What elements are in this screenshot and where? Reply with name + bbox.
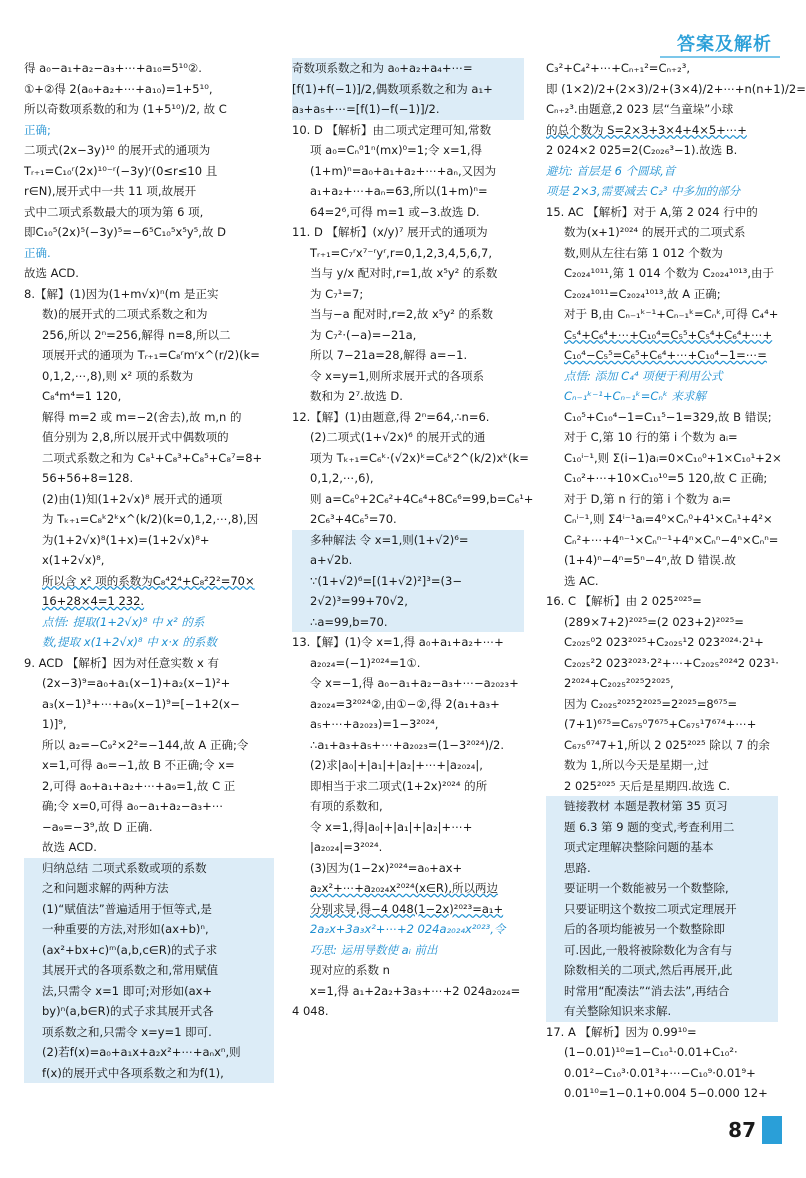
summary-box-line: 奇数项系数之和为 a₀+a₂+a₄+⋯= (292, 58, 524, 79)
text-line: (2)二项式(1+√2x)⁶ 的展开式的通 (310, 430, 486, 444)
text-line: 即相当于求二项式(1+2x)²⁰²⁴ 的所 (310, 778, 488, 793)
text-line: 16+28×4=1 232. (42, 594, 145, 608)
text-line: 则 a=C₆⁰+2C₆²+4C₆⁴+8C₆⁶=99,b=C₆¹+ (310, 491, 534, 506)
alt-method-box: 多种解法 令 x=1,则(1+√2)⁶= (292, 530, 524, 551)
text-line: a₃(x−1)³+⋯+a₉(x−1)⁹=[−1+2(x− (42, 696, 240, 711)
text-line: C₈⁴m⁴=1 120, (42, 389, 122, 403)
text-line: 当与−a 配对时,r=2,故 x⁵y² 的系数 (310, 307, 493, 321)
summary-box-line: 一种重要的方法,对形如(ax+b)ⁿ, (24, 919, 274, 940)
text-line: 0.01¹⁰=1−0.1+0.004 5−0.000 12+ (564, 1086, 768, 1100)
text-line: 2²⁰²⁴+C₂₀₂₅²⁰²⁵2²⁰²⁵, (564, 676, 674, 690)
text-line: 即 (1×2)/2+(2×3)/2+(3×4)/2+⋯+n(n+1)/2= (546, 81, 806, 96)
text-line: 二项式(2x−3y)¹⁰ 的展开式的通项为 (24, 143, 211, 157)
text-line: 正确; (24, 122, 51, 137)
text-line: a₂x²+⋯+a₂₀₂₄x²⁰²⁴(x∈R),所以两边 (310, 881, 499, 895)
question-8-start: 8.【解】(1)因为(1+m√x)ⁿ(m 是正实 (24, 286, 219, 301)
column-right (546, 58, 806, 1104)
summary-box-line: a₃+a₅+⋯=[f(1)−f(−1)]/2. (292, 99, 524, 120)
summary-box-title: 归纳总结 二项式系数或项的系数 (24, 858, 274, 879)
page-tab-marker (762, 1116, 782, 1144)
text-line: −a₉=−3⁹,故 D 正确. (42, 819, 153, 834)
text-line: a₅+⋯+a₂₀₂₃)=1−3²⁰²⁴, (310, 717, 439, 731)
text-line: 确;令 x=0,可得 a₀−a₁+a₂−a₃+⋯ (42, 799, 224, 813)
text-line: (2)由(1)知(1+2√x)⁸ 展开式的通项 (42, 491, 223, 506)
question-14-start: 4 048. (292, 1004, 329, 1018)
text-line: (2x−3)⁹=a₀+a₁(x−1)+a₂(x−1)²+ (42, 676, 231, 690)
text-line: 值分别为 2,8,所以展开式中偶数项的 (42, 430, 229, 444)
text-line: r∈N),展开式中一共 11 项,故展开 (24, 184, 197, 198)
column-left (24, 58, 274, 1083)
textbook-link-box: 题 6.3 第 9 题的变式,考查利用二 (546, 817, 778, 838)
text-line: 因为 C₂₀₂₅²⁰²⁵2²⁰²⁵=2²⁰²⁵=8⁶⁷⁵= (564, 696, 738, 711)
text-line: 2 024×2 025=2(C₂₀₂₆³−1).故选 B. (546, 143, 738, 157)
text-line: 2 025²⁰²⁵ 天后是星期四.故选 C. (564, 778, 731, 793)
summary-box-line: (2)若f(x)=a₀+a₁x+a₂x²+⋯+aₙxⁿ,则 (24, 1042, 274, 1063)
summary-box-line: 法,只需令 x=1 即可;对形如(ax+ (24, 981, 274, 1002)
text-line: (289×7+2)²⁰²⁵=(2 023+2)²⁰²⁵= (564, 614, 744, 629)
text-line: Tᵣ₊₁=C₁₀ʳ(2x)¹⁰⁻ʳ(−3y)ʳ(0≤r≤10 且 (24, 163, 218, 178)
text-line: 数)的展开式的二项式系数之和为 (42, 307, 208, 321)
alt-method-box: ∴a=99,b=70. (292, 612, 524, 633)
text-line: C₂₀₂₄¹⁰¹¹,第 1 014 个数为 C₂₀₂₄¹⁰¹³,由于 (564, 266, 775, 280)
textbook-link-box: 项式定理解决整除问题的基本 (546, 837, 778, 858)
question-10-start: 10. D 【解析】由二项式定理可知,常数 (292, 122, 492, 137)
text-line: 对于 D,第 n 行的第 i 个数为 aᵢ= (564, 491, 732, 506)
text-line: 为 C₇¹=7; (310, 286, 364, 301)
text-line: 选 AC. (564, 573, 599, 588)
text-line: 为 Tₖ₊₁=C₈ᵏ2ᵏx^(k/2)(k=0,1,2,⋯,8),因 (42, 512, 259, 526)
text-line: |a₂₀₂₄|=3²⁰²⁴. (310, 840, 383, 854)
text-line: 0,1,2,⋯,8),则 x² 项的系数为 (42, 368, 194, 383)
textbook-link-box: 后的各项均能被另一个数整除即 (546, 919, 778, 940)
summary-box-line: 其展开式的各项系数之和,常用赋值 (24, 960, 274, 981)
question-15-start: 15. AC 【解析】对于 A,第 2 024 行中的 (546, 204, 758, 219)
question-13-start: 13.【解】(1)令 x=1,得 a₀+a₁+a₂+⋯+ (292, 635, 504, 649)
text-line: C₁₀²+⋯+10×C₁₀¹⁰=5 120,故 C 正确; (564, 471, 768, 485)
alt-method-box: ∵(1+√2)⁶=[(1+√2)²]³=(3− (292, 571, 524, 592)
text-line: 对于 C,第 10 行的第 i 个数为 aᵢ= (564, 430, 738, 444)
text-line: Cₙ₊₂³.由题意,2 023 层“刍童垛”小球 (546, 102, 734, 116)
question-16-start: 16. C 【解析】由 2 025²⁰²⁵= (546, 594, 702, 608)
text-line: 式中二项式系数最大的项为第 6 项, (24, 204, 204, 219)
textbook-link-box: 有关整除知识来求解. (546, 1001, 778, 1022)
text-line: 256,所以 2ⁿ=256,解得 n=8,所以二 (42, 327, 231, 342)
tip-note: Cₙ₋₁ᵏ⁻¹+Cₙ₋₁ᵏ=Cₙᵏ 来求解 (564, 389, 707, 403)
tip-note: 点悟: 添加 C₄⁴ 项便于利用公式 (564, 368, 723, 383)
textbook-link-box: 除数相关的二项式,然后再展开,此 (546, 960, 778, 981)
text-line: (7+1)⁶⁷⁵=C₆₇₅⁰7⁶⁷⁵+C₆₇₅¹7⁶⁷⁴+⋯+ (564, 717, 757, 731)
textbook-link-box: 链接教材 本题是教材第 35 页习 (546, 796, 778, 817)
text-line: Cₙⁱ⁻¹,则 Σ4ⁱ⁻¹aᵢ=4⁰×Cₙ⁰+4¹×Cₙ¹+4²× (564, 512, 773, 526)
text-line: 2C₆³+4C₆⁵=70. (310, 512, 397, 526)
text-line: a₂₀₂₄=3²⁰²⁴②,由①−②,得 2(a₁+a₃+ (310, 696, 500, 711)
text-line: 64=2⁶,可得 m=1 或−3.故选 D. (310, 204, 480, 219)
text-line: 得 a₀−a₁+a₂−a₃+⋯+a₁₀=5¹⁰②. (24, 61, 202, 75)
text-line: C₁₀ⁱ⁻¹,则 Σ(i−1)aᵢ=0×C₁₀⁰+1×C₁₀¹+2× (564, 450, 782, 465)
text-line: 56+56+8=128. (42, 471, 134, 485)
text-line: 0,1,2,⋯,6), (310, 471, 374, 485)
text-line: 数为 1,所以今天是星期一,过 (564, 758, 709, 772)
text-line: 所以含 x² 项的系数为C₈⁴2⁴+C₈²2²=70× (42, 573, 255, 588)
text-line: (1+m)ⁿ=a₀+a₁+a₂+⋯+aₙ,又因为 (310, 163, 497, 178)
text-line: x=1,可得 a₀=−1,故 B 不正确;令 x= (42, 758, 235, 772)
text-line: a₁+a₂+⋯+aₙ=63,所以(1+m)ⁿ= (310, 184, 488, 198)
text-line: C₆₇₅⁶⁷⁴7+1,所以 2 025²⁰²⁵ 除以 7 的余 (564, 737, 770, 752)
text-line: 的总个数为 S=2×3+3×4+4×5+⋯+ (546, 122, 747, 137)
text-line: 1)]⁹, (42, 717, 67, 731)
page-number: 87 (728, 1118, 756, 1142)
text-line: 有项的系数和, (310, 799, 383, 813)
textbook-link-box: 要证明一个数能被另一个数整除, (546, 878, 778, 899)
tip-note: 数,提取 x(1+2√x)⁸ 中 x·x 的系数 (42, 635, 217, 649)
text-line: C₅⁴+C₆⁴+⋯+C₁₀⁴=C₅⁵+C₅⁴+C₆⁴+⋯+ (564, 327, 773, 342)
text-line: 为(1+2√x)⁸(1+x)=(1+2√x)⁸+ (42, 532, 210, 547)
alt-method-box: a+√2b. (292, 550, 524, 571)
text-line: Tᵣ₊₁=C₇ʳx⁷⁻ʳyʳ,r=0,1,2,3,4,5,6,7, (310, 245, 492, 260)
tip-note: 项是 2×3,需要减去 C₂³ 中多加的部分 (546, 184, 741, 198)
text-line: 所以 7−21a=28,解得 a=−1. (310, 348, 468, 362)
text-line: 当与 y/x 配对时,r=1,故 x⁵y² 的系数 (310, 266, 498, 280)
text-line: 项展开式的通项为 Tᵣ₊₁=C₈ʳmʳx^(r/2)(k= (42, 348, 260, 362)
text-line: 2,可得 a₀+a₁+a₂+⋯+a₉=1,故 C 正 (42, 778, 236, 793)
summary-box-line: (ax²+bx+c)ᵐ(a,b,c∈R)的式子求 (24, 940, 274, 961)
text-line: (1−0.01)¹⁰=1−C₁₀¹·0.01+C₁₀²· (564, 1045, 738, 1059)
text-line: 0.01²−C₁₀³·0.01³+⋯−C₁₀⁹·0.01⁹+ (564, 1065, 756, 1080)
tip-note: 点悟: 提取(1+2√x)⁸ 中 x² 的系 (42, 614, 205, 629)
summary-box-line: by)ⁿ(a,b∈R)的式子求其展开式各 (24, 1001, 274, 1022)
text-line: (1+4)ⁿ−4ⁿ=5ⁿ−4ⁿ,故 D 错误.故 (564, 553, 736, 567)
question-9-start: 9. ACD 【解析】因为对任意实数 x 有 (24, 655, 219, 670)
text-line: C₂₀₂₅⁰2 023²⁰²⁵+C₂₀₂₅¹2 023²⁰²⁴·2¹+ (564, 635, 764, 649)
text-line: 对于 B,由 Cₙ₋₁ᵏ⁻¹+Cₙ₋₁ᵏ=Cₙᵏ,可得 C₄⁴+ (564, 307, 779, 321)
text-line: 故选 ACD. (24, 266, 79, 280)
tip-note: 巧思: 运用导数使 aᵢ 前出 (310, 942, 438, 957)
text-line: C₂₀₂₄¹⁰¹¹=C₂₀₂₄¹⁰¹³,故 A 正确; (564, 286, 721, 301)
question-11-start: 11. D 【解析】(x/y)⁷ 展开式的通项为 (292, 225, 488, 239)
text-line: 数,则从左往右第 1 012 个数为 (564, 245, 723, 260)
tip-note: 避坑: 首层是 6 个圆球,首 (546, 163, 676, 178)
question-12-start: 12.【解】(1)由题意,得 2ⁿ=64,∴n=6. (292, 409, 490, 424)
text-line: 故选 ACD. (42, 840, 97, 854)
summary-box-line: 之和问题求解的两种方法 (24, 878, 274, 899)
text-line: 所以 a₂=−C₉²×2²=−144,故 A 正确;令 (42, 737, 249, 752)
text-line: 所以奇数项系数的和为 (1+5¹⁰)/2, 故 C (24, 102, 227, 116)
summary-box-line: (1)“赋值法”普遍适用于恒等式,是 (24, 899, 274, 920)
tip-note: 2a₂x+3a₃x²+⋯+2 024a₂₀₂₄x²⁰²³,令 (310, 922, 506, 936)
text-line: 解得 m=2 或 m=−2(舍去),故 m,n 的 (42, 409, 242, 424)
text-line: ①+②得 2(a₀+a₂+⋯+a₁₀)=1+5¹⁰, (24, 81, 213, 96)
text-line: 数和为 2⁷.故选 D. (310, 389, 403, 403)
question-17-start: 17. A 【解析】因为 0.99¹⁰= (546, 1024, 697, 1039)
text-line: C₃²+C₄²+⋯+Cₙ₊₁²=Cₙ₊₂³, (546, 61, 691, 75)
summary-box-line: 项系数之和,只需令 x=y=1 即可. (24, 1022, 274, 1043)
header-title: 答案及解析 (677, 34, 772, 55)
textbook-link-box: 思路. (546, 858, 778, 879)
text-line: 正确. (24, 245, 51, 260)
text-line: 令 x=−1,得 a₀−a₁+a₂−a₃+⋯−a₂₀₂₃+ (310, 676, 519, 690)
text-line: Cₙ²+⋯+4ⁿ⁻¹×Cₙⁿ⁻¹+4ⁿ×Cₙⁿ−4ⁿ×Cₙⁿ= (564, 532, 779, 547)
text-line: 分别求导,得−4 048(1−2x)²⁰²³=a₁+ (310, 901, 504, 916)
text-line: a₂₀₂₄=(−1)²⁰²⁴=1①. (310, 655, 421, 670)
text-line: C₁₀⁵+C₁₀⁴−1=C₁₁⁵−1=329,故 B 错误; (564, 409, 772, 424)
summary-box-line: [f(1)+f(−1)]/2,偶数项系数之和为 a₁+ (292, 79, 524, 100)
text-line: 令 x=y=1,则所求展开式的各项系 (310, 368, 485, 383)
column-middle (292, 58, 534, 1022)
text-line: 项 a₀=Cₙ⁰1ⁿ(mx)⁰=1;令 x=1,得 (310, 143, 483, 157)
text-line: x=1,得 a₁+2a₂+3a₃+⋯+2 024a₂₀₂₄= (310, 983, 521, 998)
textbook-link-box: 时常用“配凑法”“消去法”,再结合 (546, 981, 778, 1002)
text-line: 令 x=1,得|a₀|+|a₁|+|a₂|+⋯+ (310, 819, 473, 834)
textbook-link-box: 可.因此,一般将被除数化为含有与 (546, 940, 778, 961)
text-line: 项为 Tₖ₊₁=C₆ᵏ·(√2x)ᵏ=C₆ᵏ2^(k/2)xᵏ(k= (310, 450, 529, 465)
text-line: (2)求|a₀|+|a₁|+|a₂|+⋯+|a₂₀₂₄|, (310, 758, 483, 772)
text-line: x(1+2√x)⁸, (42, 553, 105, 567)
text-line: C₁₀⁴−C₅⁵=C₆⁵+C₆⁴+⋯+C₁₀⁴−1=⋯= (564, 348, 767, 362)
text-line: 为 C₇²·(−a)=−21a, (310, 327, 417, 342)
text-line: ∴a₁+a₃+a₅+⋯+a₂₀₂₃=(1−3²⁰²⁴)/2. (310, 737, 504, 752)
text-line: 现对应的系数 n (310, 963, 390, 977)
text-line: 即C₁₀⁵(2x)⁵(−3y)⁵=−6⁵C₁₀⁵x⁵y⁵,故 D (24, 225, 226, 239)
summary-box-line: f(x)的展开式中各项系数之和为f(1), (24, 1063, 274, 1084)
text-line: (3)因为(1−2x)²⁰²⁴=a₀+ax+ (310, 860, 463, 875)
alt-method-box: 2√2)³=99+70√2, (292, 591, 524, 612)
text-line: 二项式系数之和为 C₈¹+C₈³+C₈⁵+C₈⁷=8+ (42, 450, 263, 465)
textbook-link-box: 只要证明这个数按二项式定理展开 (546, 899, 778, 920)
text-line: C₂₀₂₅²2 023²⁰²³·2²+⋯+C₂₀₂₅²⁰²⁴2 023¹· (564, 655, 779, 670)
text-line: 数为(x+1)²⁰²⁴ 的展开式的二项式系 (564, 225, 746, 239)
